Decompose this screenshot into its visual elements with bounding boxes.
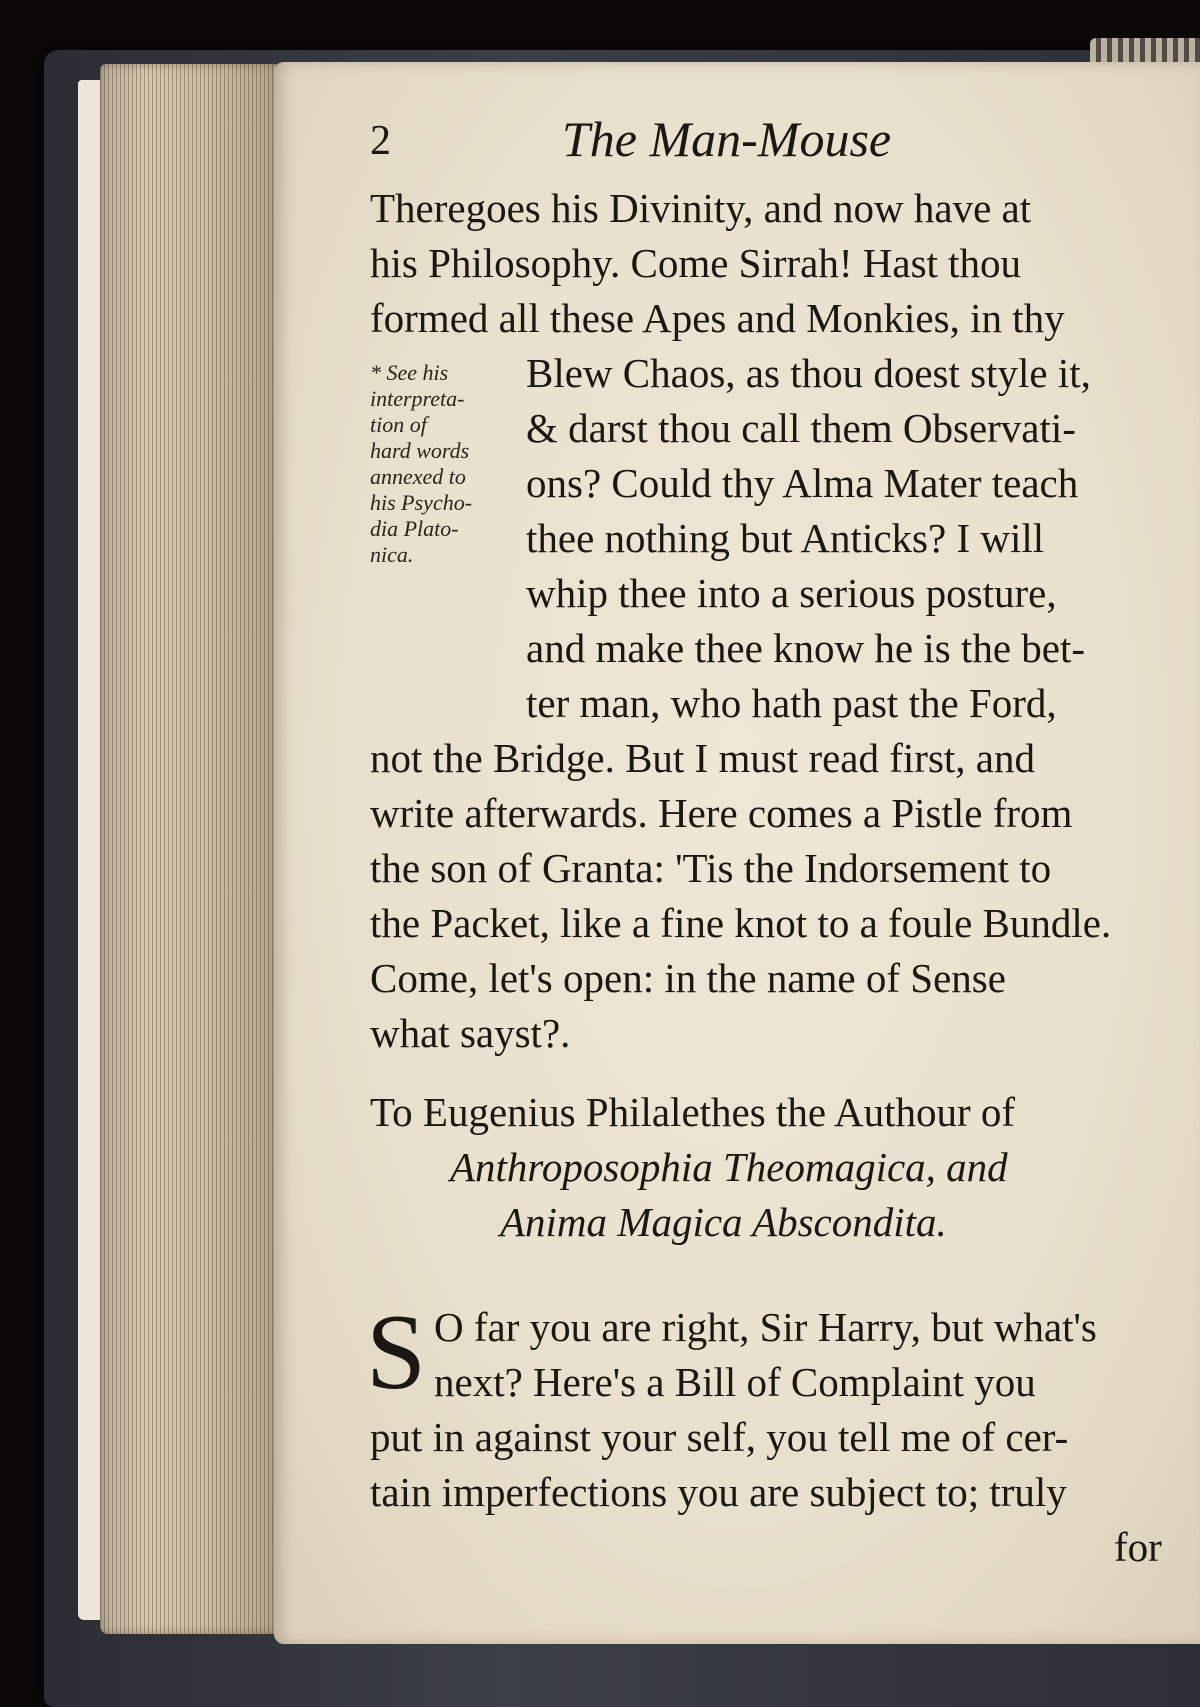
text-line: next? Here's a Bill of Complaint you — [434, 1359, 1036, 1405]
text-line: whip thee into a serious posture, — [526, 570, 1057, 616]
running-head: The Man-Mouse — [562, 111, 892, 167]
text-line: what sayst?. — [370, 1010, 571, 1056]
text-line: put in against your self, you tell me of cer- — [370, 1414, 1069, 1460]
margin-note-line: annexed to — [370, 464, 466, 489]
page-fore-edges — [100, 64, 278, 1634]
text-line: Come, let's open: in the name of Sense — [370, 955, 1006, 1001]
section-heading-line: To Eugenius Philalethes the Authour of — [370, 1089, 1016, 1135]
text-line: ter man, who hath past the Ford, — [526, 680, 1057, 726]
section-heading-line: Anthroposophia Theomagica, and — [450, 1144, 1008, 1190]
margin-note-line: his Psycho- — [370, 490, 473, 515]
page-number: 2 — [370, 118, 391, 164]
catchword: for — [1114, 1524, 1162, 1570]
text-line: thee nothing but Anticks? I will — [526, 515, 1045, 561]
margin-note-line: tion of — [370, 412, 427, 437]
marginal-note — [370, 360, 540, 568]
book-page — [274, 62, 1200, 1644]
text-line: & darst thou call them Observati- — [526, 405, 1076, 451]
text-line: and make thee know he is the bet- — [526, 625, 1086, 671]
margin-note-line: * See his — [370, 360, 449, 385]
text-line: Theregoes his Divinity, and now have at — [370, 185, 1032, 231]
margin-note-line: hard words — [370, 438, 470, 463]
drop-cap: S — [366, 1293, 427, 1412]
text-line: write afterwards. Here comes a Pistle from — [370, 790, 1073, 836]
text-line: his Philosophy. Come Sirrah! Hast thou — [370, 240, 1022, 286]
margin-note-line: interpreta- — [370, 386, 465, 411]
text-line: formed all these Apes and Monkies, in thy — [370, 295, 1065, 341]
text-line: the son of Granta: 'Tis the Indorsement to — [370, 845, 1052, 891]
text-line: ons? Could thy Alma Mater teach — [526, 460, 1079, 506]
margin-note-line: dia Plato- — [370, 516, 459, 541]
text-line: not the Bridge. But I must read first, and — [370, 735, 1035, 781]
section-heading-line: Anima Magica Abscondita. — [500, 1199, 947, 1245]
text-line: Blew Chaos, as thou doest style it, — [526, 350, 1091, 396]
text-line: tain imperfections you are subject to; truly — [370, 1469, 1067, 1515]
text-line: the Packet, like a fine knot to a foule Bundle. — [370, 900, 1112, 946]
text-line: O far you are right, Sir Harry, but what's — [434, 1304, 1097, 1350]
margin-note-line: nica. — [370, 542, 414, 567]
